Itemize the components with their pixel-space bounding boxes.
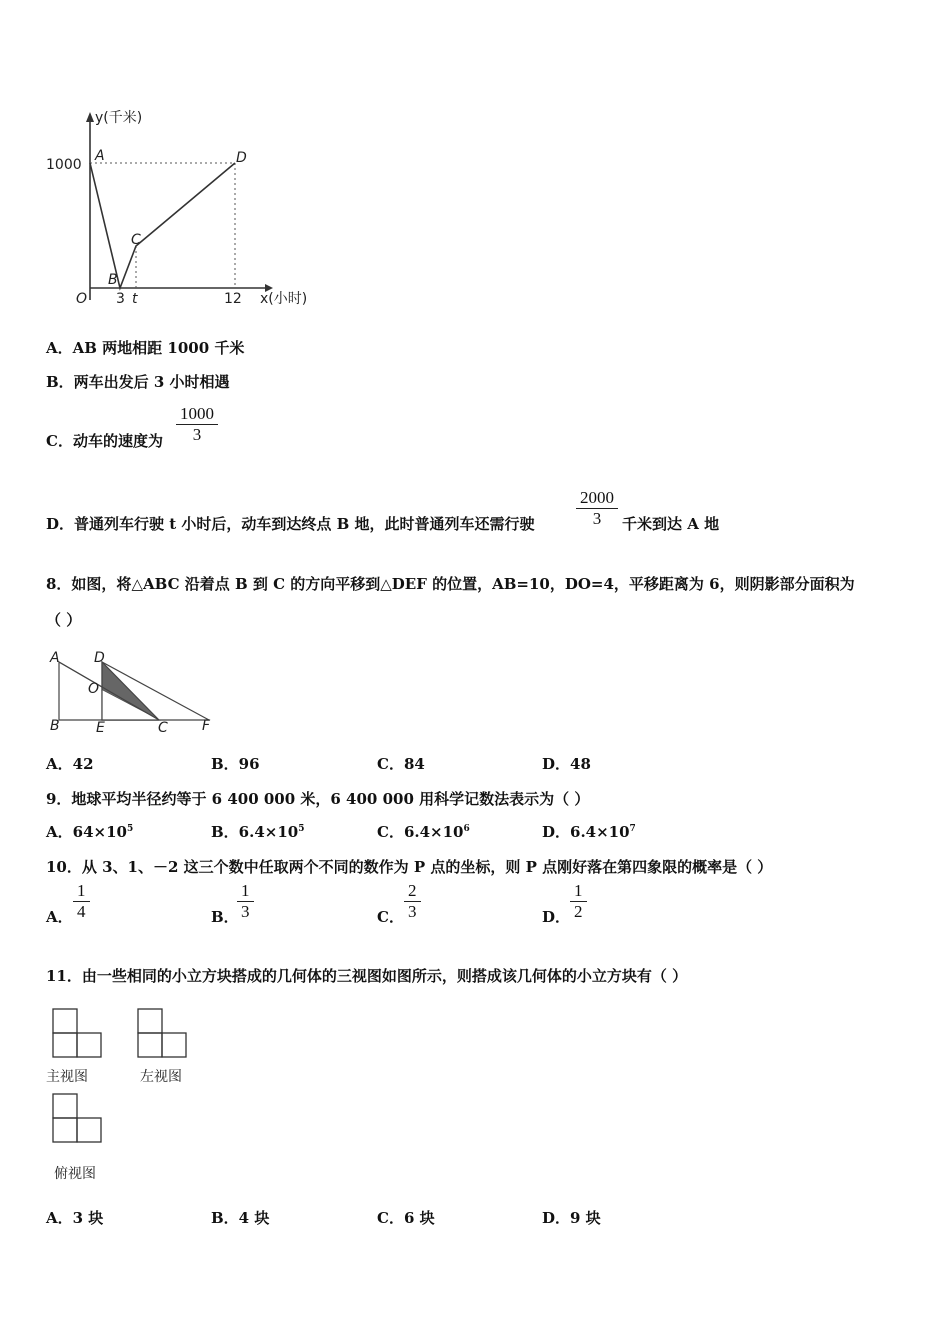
q8-paren: （ ） — [46, 611, 82, 629]
q7-option-c: C．动车的速度为 — [46, 432, 163, 450]
q10-option-d-fraction: $\frac{1}{2}$ — [570, 881, 587, 922]
fig-label-b: B — [50, 718, 60, 734]
q10-option-a-fraction: $\frac{1}{4}$ — [73, 881, 90, 922]
translated-triangles-figure — [46, 650, 216, 738]
x-axis-label: x(小时) — [260, 291, 308, 307]
left-view-figure — [137, 1008, 189, 1058]
point-b-label: B — [108, 272, 118, 288]
q9-option-c: C．$6.4\times 10^6$ — [377, 823, 470, 841]
fig-label-a: A — [50, 650, 60, 666]
fraction-numerator: 1000 — [176, 404, 218, 425]
x-tick-t: t — [132, 291, 138, 307]
front-view-caption: 主视图 — [46, 1069, 88, 1085]
q11-option-c: C．6 块 — [377, 1209, 435, 1227]
top-view-figure — [52, 1093, 104, 1143]
front-view-figure — [52, 1008, 104, 1058]
q8-option-b: B．96 — [211, 755, 260, 773]
q9-option-b: B．$6.4\times 10^5$ — [211, 823, 305, 841]
fig-label-f: F — [202, 718, 211, 734]
fraction-numerator: 2000 — [576, 488, 618, 509]
fig-label-c: C — [158, 720, 168, 736]
q7-option-b: B．两车出发后 3 小时相遇 — [46, 373, 230, 391]
q11-option-b: B．4 块 — [211, 1209, 270, 1227]
top-view-caption: 俯视图 — [54, 1166, 96, 1182]
q11-option-a: A．3 块 — [46, 1209, 104, 1227]
left-view-caption: 左视图 — [140, 1069, 182, 1085]
point-c-label: C — [131, 232, 141, 248]
x-tick-3: 3 — [116, 291, 125, 307]
q8-option-c: C．84 — [377, 755, 425, 773]
fraction-denominator: 3 — [592, 509, 602, 528]
origin-label: O — [76, 291, 88, 307]
q9-stem: 9．地球平均半径约等于 6 400 000 米，6 400 000 用科学记数法表示为（ ） — [46, 790, 590, 808]
q10-option-d-label: D． — [542, 908, 571, 926]
q9-option-a: A．$64\times 10^5$ — [46, 823, 134, 841]
q9-option-d: D．$6.4\times 10^7$ — [542, 823, 636, 841]
y-tick-1000: 1000 — [46, 157, 82, 173]
q10-stem: 10．从 3、1、－2 这三个数中任取两个不同的数作为 P 点的坐标，则 P 点刚好落在第四象限的概率是（ ） — [46, 858, 773, 876]
fig-label-o: O — [88, 681, 100, 697]
fraction-denominator: 3 — [192, 425, 202, 444]
y-axis-label: y(千米) — [95, 110, 143, 126]
q10-option-c-fraction: $\frac{2}{3}$ — [404, 881, 421, 922]
q8-stem: 8．如图，将△ABC 沿着点 B 到 C 的方向平移到△DEF 的位置，AB=10，DO=4，平移距离为 6，则阴影部分面积为 — [46, 575, 855, 593]
x-tick-12: 12 — [224, 291, 242, 307]
fig-label-e: E — [96, 720, 105, 736]
q7-option-d: D．普通列车行驶 t 小时后，动车到达终点 B 地，此时普通列车还需行驶 — [46, 515, 535, 533]
fig-label-d: D — [94, 650, 105, 666]
q11-option-d: D．9 块 — [542, 1209, 601, 1227]
q11-stem: 11．由一些相同的小立方块搭成的几何体的三视图如图所示，则搭成该几何体的小立方块有（ ） — [46, 967, 688, 985]
q8-option-a: A．42 — [46, 755, 94, 773]
q7-option-c-fraction — [176, 404, 218, 445]
q8-option-d: D．48 — [542, 755, 591, 773]
distance-time-graph — [40, 100, 310, 320]
q7-option-d-fraction — [576, 488, 618, 529]
q7-option-d-tail: 千米到达 A 地 — [622, 515, 720, 533]
point-d-label: D — [236, 150, 247, 166]
q7-option-a: A．AB 两地相距 1000 千米 — [46, 339, 245, 357]
q10-option-b-fraction: $\frac{1}{3}$ — [237, 881, 254, 922]
q10-option-a-label: A． — [46, 908, 73, 926]
point-a-label: A — [95, 148, 105, 164]
q10-option-c-label: C． — [377, 908, 404, 926]
q10-option-b-label: B． — [211, 908, 239, 926]
